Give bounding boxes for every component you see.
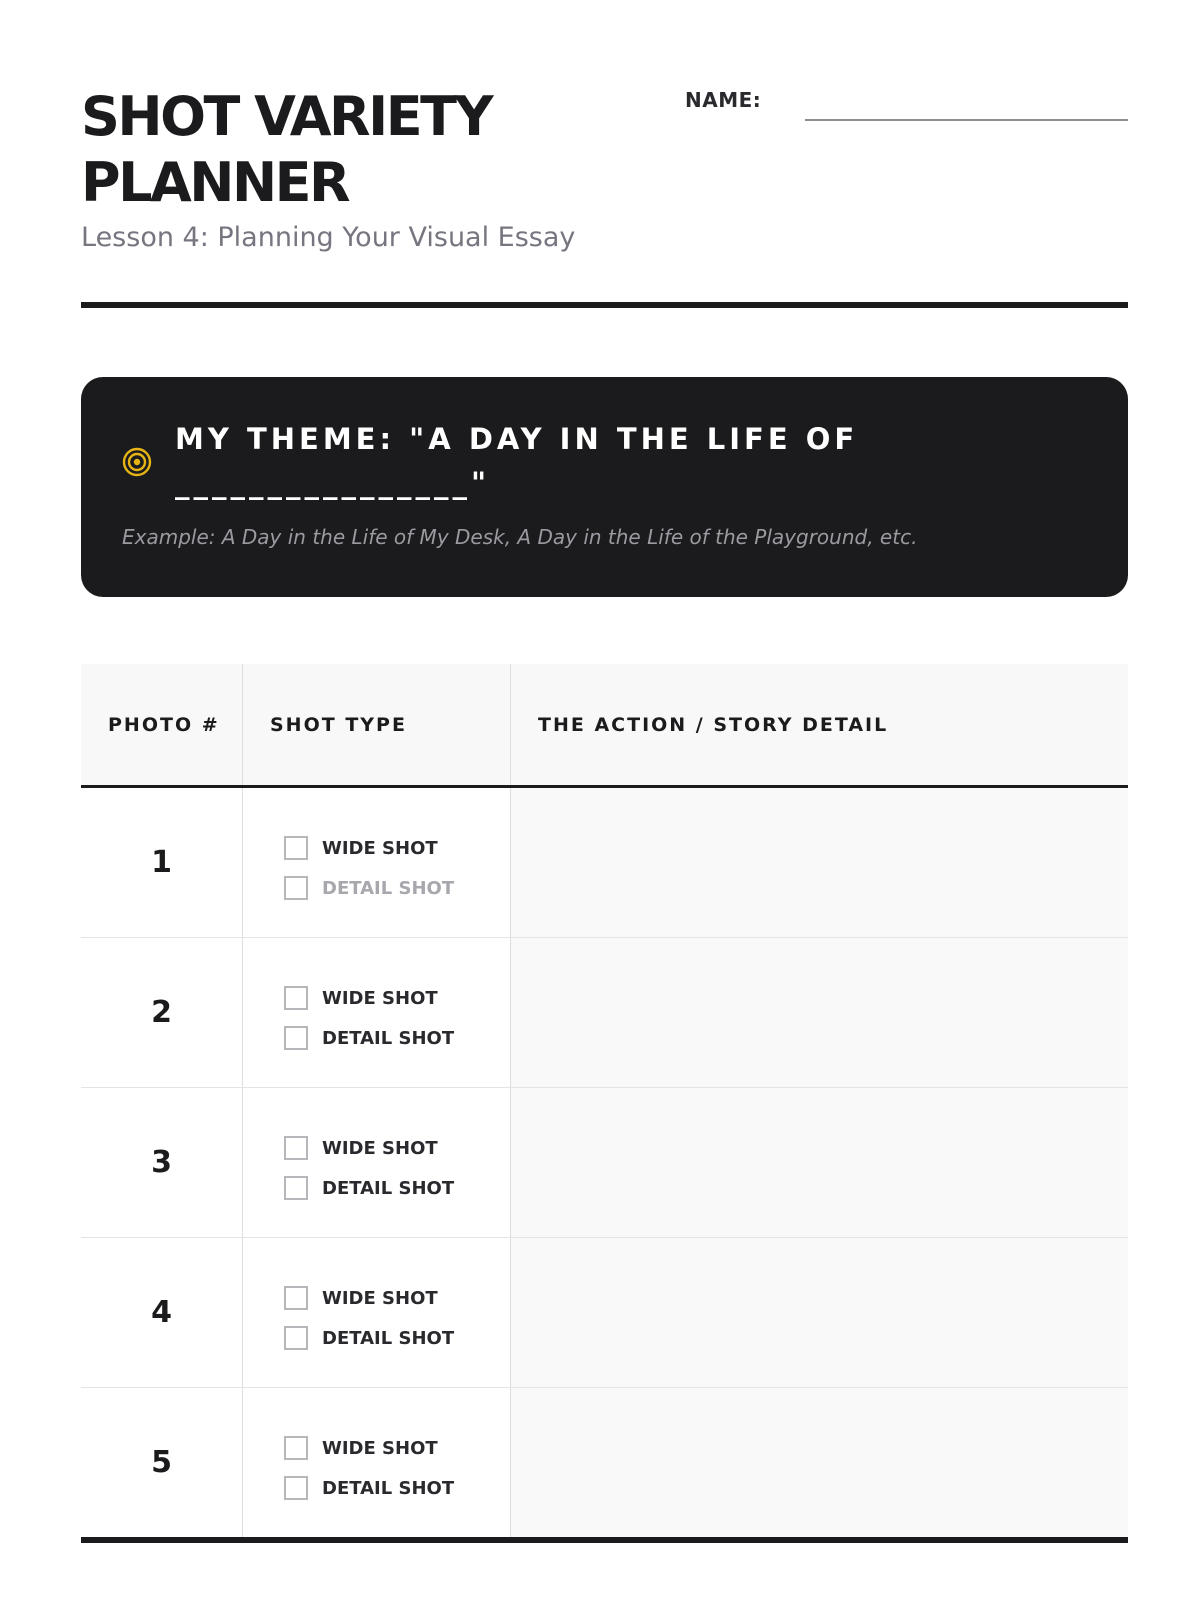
shot-type-cell bbox=[243, 1238, 511, 1387]
shot-type-cell bbox=[243, 938, 511, 1087]
table-row bbox=[81, 1088, 1128, 1238]
detail-shot-checkbox[interactable] bbox=[284, 1476, 308, 1500]
table-row bbox=[81, 788, 1128, 938]
table-header bbox=[81, 664, 1128, 788]
theme-example: Example: A Day in the Life of My Desk, A Day in the Life of the Playground, etc. bbox=[122, 525, 918, 549]
detail-shot-label: DETAIL SHOT bbox=[322, 1177, 455, 1199]
detail-shot-checkbox[interactable] bbox=[284, 1326, 308, 1350]
action-detail-field[interactable] bbox=[511, 938, 1128, 1087]
detail-shot-checkbox[interactable] bbox=[284, 876, 308, 900]
photo-number: 2 bbox=[81, 938, 243, 1087]
wide-shot-checkbox[interactable] bbox=[284, 1136, 308, 1160]
detail-shot-label: DETAIL SHOT bbox=[322, 1027, 455, 1049]
photo-number: 5 bbox=[81, 1388, 243, 1537]
theme-heading-line-1: MY THEME: "A DAY IN THE LIFE OF bbox=[175, 422, 859, 456]
wide-shot-label: WIDE SHOT bbox=[322, 987, 438, 1009]
photo-number: 3 bbox=[81, 1088, 243, 1237]
wide-shot-label: WIDE SHOT bbox=[322, 837, 438, 859]
detail-shot-label: DETAIL SHOT bbox=[322, 1327, 455, 1349]
page-title bbox=[81, 84, 641, 216]
wide-shot-option[interactable] bbox=[284, 1428, 510, 1468]
photo-number: 1 bbox=[81, 788, 243, 937]
detail-shot-option[interactable] bbox=[284, 1018, 510, 1058]
theme-box bbox=[81, 377, 1128, 597]
title-line-1: SHOT VARIETY bbox=[81, 85, 492, 148]
action-detail-field[interactable] bbox=[511, 788, 1128, 937]
detail-shot-option[interactable] bbox=[284, 1468, 510, 1508]
detail-shot-checkbox[interactable] bbox=[284, 1176, 308, 1200]
wide-shot-option[interactable] bbox=[284, 1128, 510, 1168]
detail-shot-option[interactable] bbox=[284, 1318, 510, 1358]
page-subtitle: Lesson 4: Planning Your Visual Essay bbox=[81, 222, 576, 253]
shot-type-cell bbox=[243, 788, 511, 937]
detail-shot-option[interactable] bbox=[284, 1168, 510, 1208]
wide-shot-option[interactable] bbox=[284, 1278, 510, 1318]
wide-shot-label: WIDE SHOT bbox=[322, 1437, 438, 1459]
theme-blank-line[interactable]: ________________" bbox=[175, 466, 491, 500]
wide-shot-option[interactable] bbox=[284, 978, 510, 1018]
detail-shot-option[interactable] bbox=[284, 868, 510, 908]
wide-shot-checkbox[interactable] bbox=[284, 836, 308, 860]
header-divider bbox=[81, 302, 1128, 308]
photo-number: 4 bbox=[81, 1238, 243, 1387]
detail-shot-label: DETAIL SHOT bbox=[322, 877, 455, 899]
action-detail-field[interactable] bbox=[511, 1238, 1128, 1387]
table-row bbox=[81, 1238, 1128, 1388]
name-label: NAME: bbox=[685, 88, 762, 112]
column-header-photo-number: PHOTO # bbox=[81, 664, 243, 785]
wide-shot-checkbox[interactable] bbox=[284, 986, 308, 1010]
wide-shot-label: WIDE SHOT bbox=[322, 1287, 438, 1309]
detail-shot-label: DETAIL SHOT bbox=[322, 1477, 455, 1499]
shot-type-cell bbox=[243, 1088, 511, 1237]
wide-shot-label: WIDE SHOT bbox=[322, 1137, 438, 1159]
wide-shot-checkbox[interactable] bbox=[284, 1436, 308, 1460]
detail-shot-checkbox[interactable] bbox=[284, 1026, 308, 1050]
table-row bbox=[81, 1388, 1128, 1543]
column-header-shot-type: SHOT TYPE bbox=[243, 664, 511, 785]
action-detail-field[interactable] bbox=[511, 1088, 1128, 1237]
wide-shot-option[interactable] bbox=[284, 828, 510, 868]
target-icon bbox=[122, 447, 152, 477]
wide-shot-checkbox[interactable] bbox=[284, 1286, 308, 1310]
shot-table bbox=[81, 664, 1128, 1543]
name-field[interactable] bbox=[805, 119, 1128, 121]
theme-heading bbox=[175, 417, 1075, 505]
column-header-action-detail: THE ACTION / STORY DETAIL bbox=[538, 713, 889, 736]
action-detail-field[interactable] bbox=[511, 1388, 1128, 1537]
shot-type-cell bbox=[243, 1388, 511, 1537]
title-line-2: PLANNER bbox=[81, 151, 349, 214]
table-row bbox=[81, 938, 1128, 1088]
